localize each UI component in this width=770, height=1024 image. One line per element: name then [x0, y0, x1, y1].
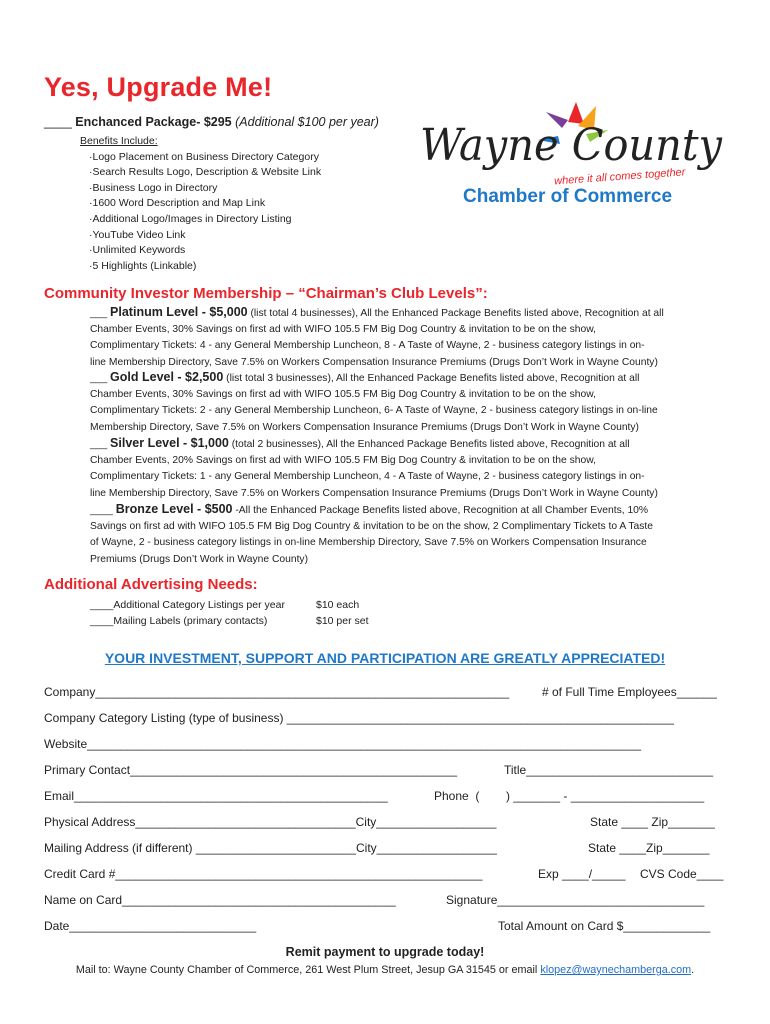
level-blank[interactable]: ___ [90, 373, 111, 384]
physical-address-field[interactable]: Physical Address_________________________________City__________________ [44, 815, 497, 829]
appreciation-banner: YOUR INVESTMENT, SUPPORT AND PARTICIPATION ARE GREATLY APPRECIATED! [104, 650, 666, 666]
benefit-item: ·5 Highlights (Linkable) [89, 259, 197, 272]
level-line: Complimentary Tickets: 4 - any General Membership Luncheon, 8 - A Taste of Wayne, 2 - business category listings in on- [90, 340, 645, 352]
level-blank[interactable]: ___ [90, 308, 111, 319]
level-line: Complimentary Tickets: 1 - any General Membership Luncheon, 4 - A Taste of Wayne, 2 - business category listings in on- [90, 471, 645, 483]
logo-subtitle: Chamber of Commerce [463, 186, 673, 207]
remit-heading: Remit payment to upgrade today! [285, 945, 485, 959]
employees-field[interactable]: # of Full Time Employees______ [542, 685, 717, 699]
silver-level [90, 435, 730, 502]
cvs-field[interactable]: CVS Code____ [640, 867, 724, 881]
level-line: Complimentary Tickets: 2 - any General Membership Luncheon, 6- A Taste of Wayne, 2 - business category listings in on-line [90, 405, 658, 417]
benefit-item: ·Search Results Logo, Description & Website Link [89, 166, 322, 179]
physical-state-zip-field[interactable]: State ____ Zip_______ [590, 815, 715, 829]
benefit-item: ·Unlimited Keywords [89, 244, 186, 257]
benefit-item: ·Business Logo in Directory [89, 181, 218, 194]
platinum-level [90, 304, 730, 371]
level-line: Chamber Events, 30% Savings on first ad with WIFO 105.5 FM Big Dog Country & invitation to be on the show, [90, 389, 596, 401]
mailing-address-field[interactable]: Mailing Address (if different) ________________________City__________________ [44, 841, 497, 855]
benefit-item: ·Logo Placement on Business Directory Category [89, 150, 319, 163]
advertising-heading: Additional Advertising Needs: [44, 576, 258, 593]
phone-field[interactable]: Phone ( ) _______ - ____________________ [434, 789, 705, 803]
name-on-card-field[interactable]: Name on Card_________________________________________ [44, 893, 396, 907]
advertising-item [90, 597, 369, 613]
company-field[interactable]: Company______________________________________________________________ [44, 685, 510, 699]
package-blank[interactable]: ____ [44, 115, 76, 129]
level-line: line Membership Directory, Save 7.5% on Workers Compensation Insurance Premiums (Drugs Don’t Work in Wayne County) [90, 487, 658, 499]
benefit-item: ·1600 Word Description and Map Link [89, 197, 266, 210]
level-line: Premiums (Drugs Don’t Work in Wayne County) [90, 553, 309, 565]
logo-tagline: where it all comes together [553, 166, 686, 188]
level-line: line Membership Directory, Save 7.5% on Workers Compensation Insurance Premiums (Drugs Don’t Work in Wayne County) [90, 356, 658, 368]
investor-heading: Community Investor Membership – “Chairman’s Club Levels”: [44, 285, 488, 302]
level-blank[interactable]: ___ [90, 439, 111, 450]
benefits-list [80, 134, 321, 274]
advertising-price: $10 each [316, 599, 360, 611]
date-field[interactable]: Date____________________________ [44, 919, 257, 933]
mail-address: Mail to: Wayne County Chamber of Commerce, 261 West Plum Street, Jesup GA 31545 or email [75, 964, 541, 976]
email-field[interactable]: Email_______________________________________________ [44, 789, 388, 803]
level-line: (list total 4 businesses), All the Enhanced Package Benefits listed above, Recognition at all [247, 308, 664, 319]
category-field[interactable]: Company Category Listing (type of business) __________________________________________________________ [44, 711, 674, 725]
bronze-level [90, 501, 730, 568]
level-line: (list total 3 businesses), All the Enhanced Package Benefits listed above, Recognition at all [223, 373, 640, 384]
advertising-label[interactable]: ____Mailing Labels (primary contacts) [90, 615, 268, 627]
level-line: (total 2 businesses), All the Enhanced Package Benefits listed above, Recognition at all [228, 439, 630, 450]
advertising-item [90, 613, 369, 629]
benefits-heading: Benefits Include: [80, 135, 158, 147]
level-name: Gold Level - $2,500 [110, 370, 224, 384]
benefit-item: ·YouTube Video Link [89, 228, 186, 241]
website-field[interactable]: Website___________________________________________________________________________________ [44, 737, 642, 751]
mailing-state-zip-field[interactable]: State ____Zip_______ [588, 841, 710, 855]
level-blank[interactable]: ____ [90, 505, 116, 516]
package-note: (Additional $100 per year) [235, 115, 379, 129]
package-price: - $295 [196, 115, 232, 129]
advertising-list [90, 597, 369, 629]
title-field[interactable]: Title____________________________ [504, 763, 714, 777]
level-line: of Wayne, 2 - business category listings in on-line Membership Directory, Save 7.5% on Workers Compensation Insurance [90, 537, 647, 549]
mail-line [0, 964, 770, 976]
level-name: Platinum Level - $5,000 [110, 305, 248, 319]
level-name: Silver Level - $1,000 [110, 436, 229, 450]
level-line: Membership Directory, Save 7.5% on Workers Compensation Insurance Premiums (Drugs Don’t Work in Wayne County) [90, 421, 639, 433]
benefit-item: ·Additional Logo/Images in Directory Listing [89, 212, 292, 225]
signature-field[interactable]: Signature_______________________________ [446, 893, 705, 907]
level-line: Chamber Events, 20% Savings on first ad with WIFO 105.5 FM Big Dog Country & invitation to be on the show, [90, 455, 596, 467]
gold-level [90, 369, 730, 436]
level-line: -All the Enhanced Package Benefits listed above, Recognition at all Chamber Events, 10% [232, 505, 649, 516]
logo-name: Wayne County [420, 120, 724, 171]
enhanced-package-line [44, 115, 379, 129]
wayne-county-logo [418, 100, 728, 210]
advertising-label[interactable]: ____Additional Category Listings per year [90, 599, 285, 611]
mail-suffix: . [691, 964, 695, 976]
exp-field[interactable]: Exp ____/_____ [538, 867, 626, 881]
advertising-price: $10 per set [316, 615, 369, 627]
total-amount-field[interactable]: Total Amount on Card $_____________ [498, 919, 711, 933]
email-link[interactable]: klopez@waynechamberga.com [540, 964, 692, 976]
page-title: Yes, Upgrade Me! [44, 72, 273, 102]
level-line: Chamber Events, 30% Savings on first ad with WIFO 105.5 FM Big Dog Country & invitation to be on the show, [90, 324, 596, 336]
credit-card-field[interactable]: Credit Card #_______________________________________________________ [44, 867, 483, 881]
primary-contact-field[interactable]: Primary Contact_________________________________________________ [44, 763, 458, 777]
level-line: Savings on first ad with WIFO 105.5 FM Big Dog Country & invitation to be on the show, 2 Complimentary Tickets to A Taste [90, 521, 653, 533]
level-name: Bronze Level - $500 [115, 502, 233, 516]
package-name: Enchanced Package [75, 115, 197, 129]
